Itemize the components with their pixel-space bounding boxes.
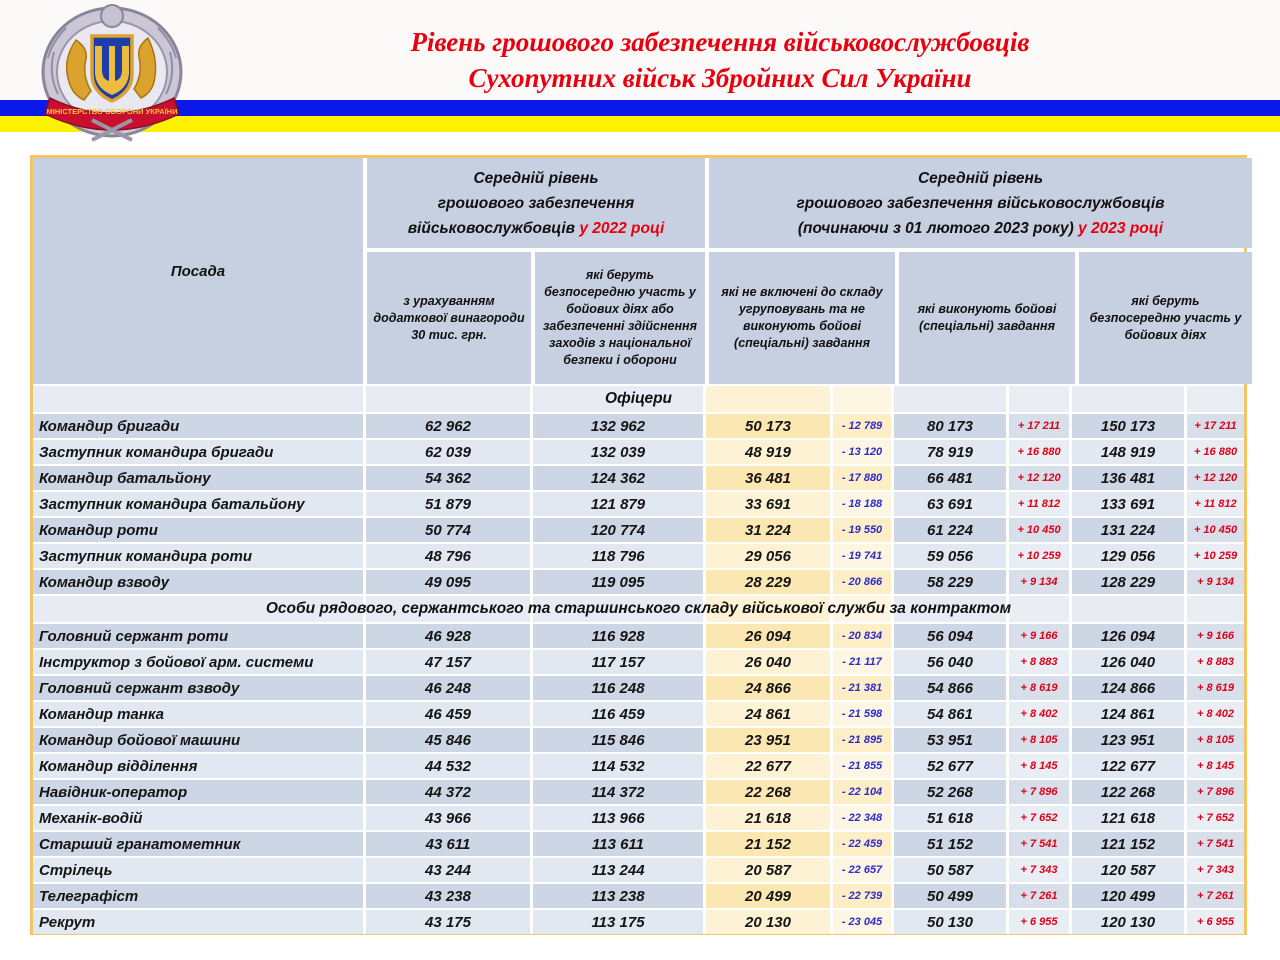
- table-row: [33, 414, 1244, 438]
- delta-cell: + 8 105: [1009, 728, 1069, 752]
- section-header-row: [33, 386, 1244, 412]
- value-cell: 21 152: [706, 832, 830, 856]
- group-2023-line3-red: у 2023 році: [1078, 219, 1164, 237]
- value-cell: 148 919: [1072, 440, 1184, 464]
- value-cell: 48 919: [706, 440, 830, 464]
- delta-cell: + 10 450: [1009, 518, 1069, 542]
- table-row: [33, 650, 1244, 674]
- delta-cell: + 8 105: [1187, 728, 1244, 752]
- subheader-2023-direct-combat: які беруть безпосередню участь у бойових діях: [1079, 252, 1252, 384]
- group-2022-line3-black: військовослужбовців: [407, 219, 575, 237]
- group-2023-line1: Середній рівень: [917, 169, 1044, 187]
- delta-cell: + 8 145: [1009, 754, 1069, 778]
- table-row: [33, 910, 1244, 934]
- value-cell: 78 919: [894, 440, 1006, 464]
- value-cell: 120 587: [1072, 858, 1184, 882]
- delta-cell: + 7 343: [1009, 858, 1069, 882]
- delta-cell: - 19 550: [833, 518, 891, 542]
- value-cell: 56 040: [894, 650, 1006, 674]
- value-cell: 58 229: [894, 570, 1006, 594]
- subheader-2023-not-included: які не включені до складу угруповувань та не виконують бойові (спеціальні) завдання: [709, 252, 895, 384]
- value-cell: 51 879: [366, 492, 530, 516]
- delta-cell: - 22 459: [833, 832, 891, 856]
- page-title-line1: Рівень грошового забезпечення військовослужбовців: [410, 27, 1030, 57]
- value-cell: 56 094: [894, 624, 1006, 648]
- value-cell: 46 248: [366, 676, 530, 700]
- value-cell: 21 618: [706, 806, 830, 830]
- value-cell: 132 039: [533, 440, 703, 464]
- posada-cell: Заступник командира роти: [33, 544, 363, 568]
- group-2022-line3-red: у 2022 році: [579, 219, 665, 237]
- value-cell: 51 152: [894, 832, 1006, 856]
- table-row: [33, 754, 1244, 778]
- emblem-ribbon-text: МІНІСТЕРСТВО ОБОРОНИ УКРАЇНИ: [46, 107, 178, 116]
- delta-cell: + 12 120: [1009, 466, 1069, 490]
- posada-cell: Стрілець: [33, 858, 363, 882]
- page-title: [200, 24, 1240, 96]
- value-cell: 23 951: [706, 728, 830, 752]
- delta-cell: + 7 896: [1187, 780, 1244, 804]
- delta-cell: + 7 343: [1187, 858, 1244, 882]
- value-cell: 52 677: [894, 754, 1006, 778]
- delta-cell: + 9 166: [1009, 624, 1069, 648]
- table-row: [33, 728, 1244, 752]
- delta-cell: + 11 812: [1009, 492, 1069, 516]
- delta-cell: + 6 955: [1009, 910, 1069, 934]
- value-cell: 26 094: [706, 624, 830, 648]
- salary-table: [30, 155, 1247, 935]
- value-cell: 44 372: [366, 780, 530, 804]
- value-cell: 121 152: [1072, 832, 1184, 856]
- group-2023-line3-black: (починаючи з 01 лютого 2023 року): [797, 219, 1074, 237]
- delta-cell: + 8 402: [1009, 702, 1069, 726]
- table-row: [33, 806, 1244, 830]
- value-cell: 20 130: [706, 910, 830, 934]
- value-cell: 124 861: [1072, 702, 1184, 726]
- delta-cell: + 17 211: [1187, 414, 1244, 438]
- posada-cell: Головний сержант роти: [33, 624, 363, 648]
- column-header-posada: Посада: [33, 158, 363, 384]
- posada-cell: Командир танка: [33, 702, 363, 726]
- value-cell: 52 268: [894, 780, 1006, 804]
- delta-cell: - 21 381: [833, 676, 891, 700]
- delta-cell: - 20 866: [833, 570, 891, 594]
- delta-cell: + 8 883: [1187, 650, 1244, 674]
- delta-cell: - 20 834: [833, 624, 891, 648]
- posada-cell: Телеграфіст: [33, 884, 363, 908]
- value-cell: 123 951: [1072, 728, 1184, 752]
- flag-stripe-blue: [0, 100, 1280, 116]
- section-header-row: [33, 596, 1244, 622]
- delta-cell: - 17 880: [833, 466, 891, 490]
- value-cell: 20 499: [706, 884, 830, 908]
- value-cell: 29 056: [706, 544, 830, 568]
- delta-cell: + 9 134: [1009, 570, 1069, 594]
- delta-cell: + 8 402: [1187, 702, 1244, 726]
- value-cell: 133 691: [1072, 492, 1184, 516]
- delta-cell: + 12 120: [1187, 466, 1244, 490]
- value-cell: 22 268: [706, 780, 830, 804]
- posada-cell: Командир відділення: [33, 754, 363, 778]
- value-cell: 43 966: [366, 806, 530, 830]
- delta-cell: - 21 117: [833, 650, 891, 674]
- posada-cell: Заступник командира бригади: [33, 440, 363, 464]
- value-cell: 49 095: [366, 570, 530, 594]
- value-cell: 24 866: [706, 676, 830, 700]
- value-cell: 121 618: [1072, 806, 1184, 830]
- posada-cell: Старший гранатометник: [33, 832, 363, 856]
- delta-cell: + 7 896: [1009, 780, 1069, 804]
- value-cell: 62 039: [366, 440, 530, 464]
- delta-cell: - 12 789: [833, 414, 891, 438]
- value-cell: 61 224: [894, 518, 1006, 542]
- value-cell: 116 928: [533, 624, 703, 648]
- value-cell: 24 861: [706, 702, 830, 726]
- value-cell: 121 879: [533, 492, 703, 516]
- delta-cell: - 21 895: [833, 728, 891, 752]
- group-header-2023: [709, 158, 1252, 248]
- value-cell: 115 846: [533, 728, 703, 752]
- group-2023-line2: грошового забезпечення військовослужбовців: [796, 194, 1165, 212]
- value-cell: 43 244: [366, 858, 530, 882]
- value-cell: 59 056: [894, 544, 1006, 568]
- value-cell: 45 846: [366, 728, 530, 752]
- delta-cell: - 22 739: [833, 884, 891, 908]
- flag-stripe-yellow: [0, 116, 1280, 132]
- value-cell: 33 691: [706, 492, 830, 516]
- posada-cell: Навідник-оператор: [33, 780, 363, 804]
- value-cell: 44 532: [366, 754, 530, 778]
- value-cell: 66 481: [894, 466, 1006, 490]
- posada-cell: Командир роти: [33, 518, 363, 542]
- delta-cell: + 9 134: [1187, 570, 1244, 594]
- table-row: [33, 440, 1244, 464]
- value-cell: 43 238: [366, 884, 530, 908]
- value-cell: 150 173: [1072, 414, 1184, 438]
- delta-cell: + 7 261: [1187, 884, 1244, 908]
- value-cell: 43 175: [366, 910, 530, 934]
- value-cell: 128 229: [1072, 570, 1184, 594]
- posada-cell: Командир взводу: [33, 570, 363, 594]
- value-cell: 46 928: [366, 624, 530, 648]
- value-cell: 80 173: [894, 414, 1006, 438]
- value-cell: 132 962: [533, 414, 703, 438]
- delta-cell: + 10 259: [1009, 544, 1069, 568]
- posada-cell: Механік-водій: [33, 806, 363, 830]
- value-cell: 113 238: [533, 884, 703, 908]
- value-cell: 118 796: [533, 544, 703, 568]
- delta-cell: - 13 120: [833, 440, 891, 464]
- delta-cell: + 7 261: [1009, 884, 1069, 908]
- value-cell: 129 056: [1072, 544, 1184, 568]
- value-cell: 114 532: [533, 754, 703, 778]
- delta-cell: + 10 259: [1187, 544, 1244, 568]
- table-row: [33, 858, 1244, 882]
- value-cell: 50 587: [894, 858, 1006, 882]
- value-cell: 120 774: [533, 518, 703, 542]
- value-cell: 113 244: [533, 858, 703, 882]
- value-cell: 47 157: [366, 650, 530, 674]
- delta-cell: + 8 145: [1187, 754, 1244, 778]
- value-cell: 54 861: [894, 702, 1006, 726]
- table-body: [33, 386, 1244, 934]
- delta-cell: - 22 657: [833, 858, 891, 882]
- value-cell: 126 094: [1072, 624, 1184, 648]
- delta-cell: + 11 812: [1187, 492, 1244, 516]
- section-title: Особи рядового, сержантського та старшинського складу військової служби за контрактом: [265, 600, 1012, 617]
- table-row: [33, 544, 1244, 568]
- value-cell: 126 040: [1072, 650, 1184, 674]
- ministry-of-defense-emblem-icon: [36, 2, 188, 148]
- value-cell: 131 224: [1072, 518, 1184, 542]
- delta-cell: + 7 541: [1009, 832, 1069, 856]
- group-2022-line3: [408, 216, 665, 241]
- value-cell: 122 268: [1072, 780, 1184, 804]
- table-row: [33, 624, 1244, 648]
- value-cell: 113 611: [533, 832, 703, 856]
- group-2022-line2: грошового забезпечення: [437, 194, 635, 212]
- delta-cell: + 9 166: [1187, 624, 1244, 648]
- value-cell: 114 372: [533, 780, 703, 804]
- delta-cell: - 21 598: [833, 702, 891, 726]
- value-cell: 43 611: [366, 832, 530, 856]
- posada-cell: Командир батальйону: [33, 466, 363, 490]
- value-cell: 122 677: [1072, 754, 1184, 778]
- value-cell: 53 951: [894, 728, 1006, 752]
- table-row: [33, 676, 1244, 700]
- value-cell: 54 362: [366, 466, 530, 490]
- group-2023-line3: [798, 216, 1163, 241]
- section-title: Офіцери: [604, 390, 673, 407]
- subheader-2022-additional-reward: з урахуванням додаткової винагороди 30 тис. грн.: [367, 252, 531, 384]
- table-row: [33, 492, 1244, 516]
- subheader-2023-combat-tasks: які виконують бойові (спеціальні) завдання: [899, 252, 1075, 384]
- posada-cell: Командир бригади: [33, 414, 363, 438]
- group-header-2022: [367, 158, 705, 248]
- value-cell: 124 866: [1072, 676, 1184, 700]
- value-cell: 50 499: [894, 884, 1006, 908]
- delta-cell: + 6 955: [1187, 910, 1244, 934]
- posada-cell: Заступник командира батальйону: [33, 492, 363, 516]
- page-title-line2: Сухопутних військ Збройних Сил України: [468, 63, 972, 93]
- table-row: [33, 780, 1244, 804]
- table-row: [33, 570, 1244, 594]
- posada-cell: Командир бойової машини: [33, 728, 363, 752]
- value-cell: 46 459: [366, 702, 530, 726]
- value-cell: 50 130: [894, 910, 1006, 934]
- value-cell: 31 224: [706, 518, 830, 542]
- value-cell: 22 677: [706, 754, 830, 778]
- value-cell: 124 362: [533, 466, 703, 490]
- posada-cell: Головний сержант взводу: [33, 676, 363, 700]
- value-cell: 50 774: [366, 518, 530, 542]
- value-cell: 54 866: [894, 676, 1006, 700]
- delta-cell: - 22 104: [833, 780, 891, 804]
- value-cell: 62 962: [366, 414, 530, 438]
- value-cell: 50 173: [706, 414, 830, 438]
- table-row: [33, 884, 1244, 908]
- table-row: [33, 832, 1244, 856]
- delta-cell: + 10 450: [1187, 518, 1244, 542]
- delta-cell: + 7 541: [1187, 832, 1244, 856]
- delta-cell: + 8 619: [1009, 676, 1069, 700]
- group-2022-line1: Середній рівень: [473, 169, 599, 187]
- value-cell: 117 157: [533, 650, 703, 674]
- delta-cell: + 7 652: [1187, 806, 1244, 830]
- value-cell: 120 499: [1072, 884, 1184, 908]
- table-row: [33, 702, 1244, 726]
- table-row: [33, 518, 1244, 542]
- delta-cell: - 22 348: [833, 806, 891, 830]
- delta-cell: + 8 883: [1009, 650, 1069, 674]
- table-header: [33, 158, 1244, 384]
- posada-cell: Рекрут: [33, 910, 363, 934]
- value-cell: 113 175: [533, 910, 703, 934]
- value-cell: 48 796: [366, 544, 530, 568]
- subheader-2022-combat: які беруть безпосередню участь у бойових діях або забезпеченні здійснення заходів з національної безпеки і оборони: [535, 252, 705, 384]
- value-cell: 119 095: [533, 570, 703, 594]
- delta-cell: + 8 619: [1187, 676, 1244, 700]
- value-cell: 26 040: [706, 650, 830, 674]
- value-cell: 28 229: [706, 570, 830, 594]
- delta-cell: + 7 652: [1009, 806, 1069, 830]
- posada-cell: Інструктор з бойової арм. системи: [33, 650, 363, 674]
- value-cell: 63 691: [894, 492, 1006, 516]
- value-cell: 120 130: [1072, 910, 1184, 934]
- value-cell: 116 459: [533, 702, 703, 726]
- delta-cell: + 16 880: [1009, 440, 1069, 464]
- value-cell: 51 618: [894, 806, 1006, 830]
- table-row: [33, 466, 1244, 490]
- delta-cell: + 17 211: [1009, 414, 1069, 438]
- delta-cell: - 21 855: [833, 754, 891, 778]
- value-cell: 20 587: [706, 858, 830, 882]
- value-cell: 113 966: [533, 806, 703, 830]
- delta-cell: - 23 045: [833, 910, 891, 934]
- value-cell: 136 481: [1072, 466, 1184, 490]
- delta-cell: + 16 880: [1187, 440, 1244, 464]
- value-cell: 36 481: [706, 466, 830, 490]
- delta-cell: - 18 188: [833, 492, 891, 516]
- delta-cell: - 19 741: [833, 544, 891, 568]
- value-cell: 116 248: [533, 676, 703, 700]
